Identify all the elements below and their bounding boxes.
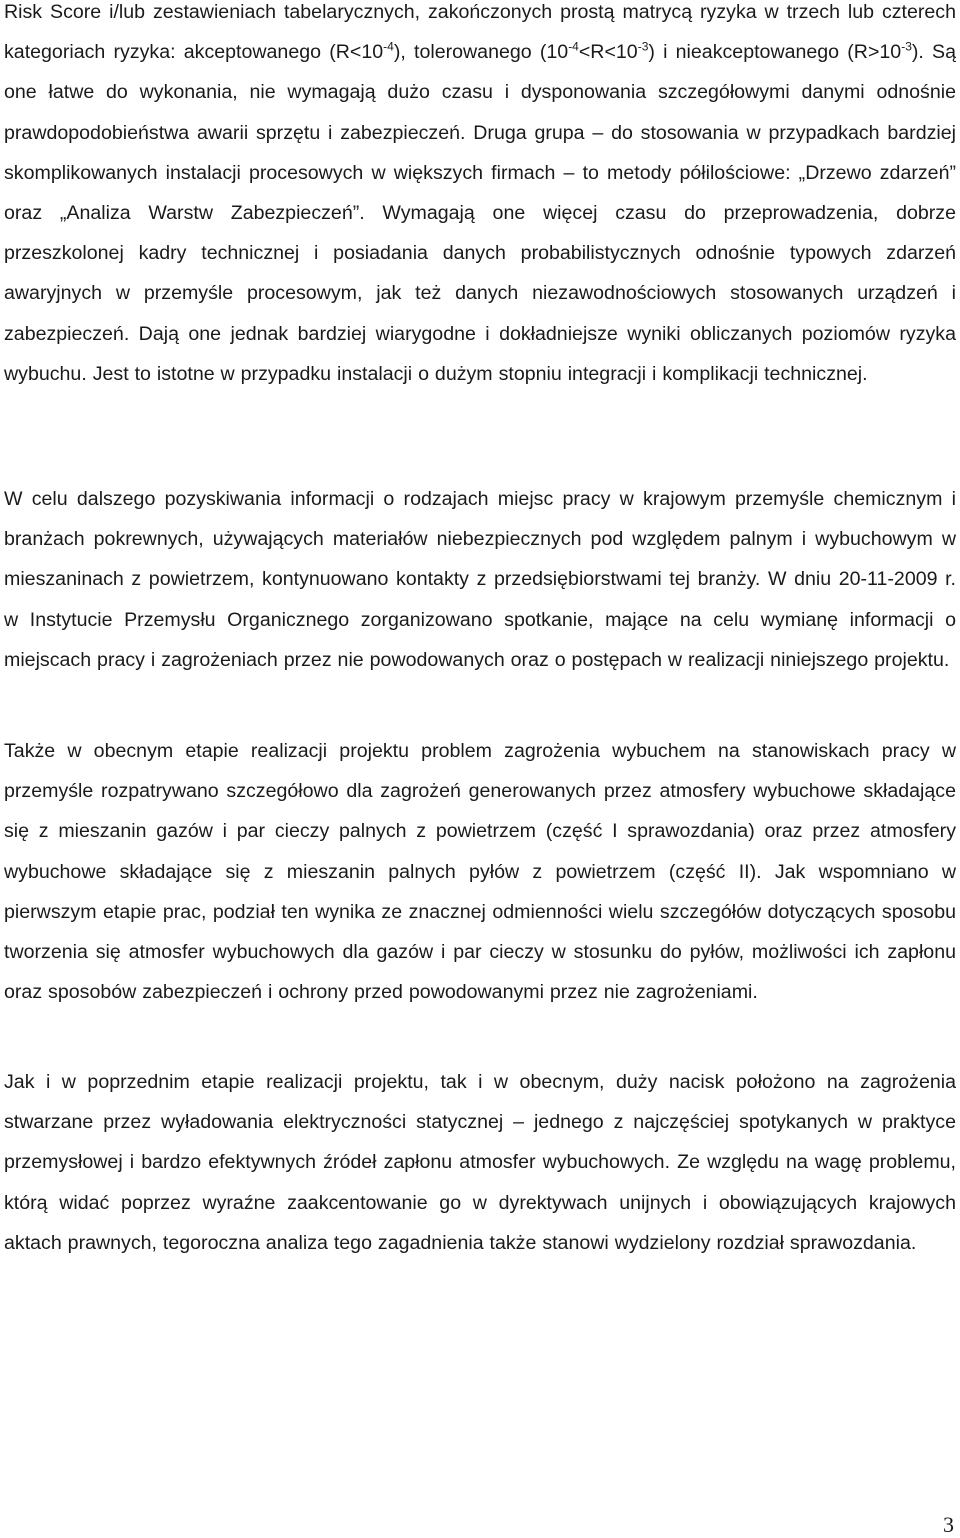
paragraph-text: ). Są one łatwe do wykonania, nie wymagają dużo czasu i dysponowania szczegółowymi danymi odnośnie prawdopodobieństwa awarii sprzętu i zabezpieczeń. Druga grupa – do stosowania w przypadkach bardziej skomplikowanych instalacji procesowych w większych firmach – to metody półilościowe: „Drzewo zdarzeń” oraz „Analiza Warstw Zabezpieczeń”. Wymagają one więcej czasu do przeprowadzenia, dobrze przeszkolonej kadry technicznej i posiadania danych probabilistycznych odnośnie typowych zdarzeń awaryjnych w przemyśle procesowym, jak też danych niezawodnościowych stosowanych urządzeń i zabezpieczeń. Dają one jednak bardziej wiarygodne i dokładniejsze wyniki obliczanych poziomów ryzyka wybuchu. Jest to istotne w przypadku instalacji o dużym stopniu integracji i komplikacji technicznej. <box>4 41 957 385</box>
exponent: -3 <box>901 39 912 54</box>
exponent: -4 <box>568 39 579 54</box>
exponent: -4 <box>383 39 394 54</box>
paragraph-text: Risk Score i/lub zestawieniach tabelarycznych, zakończonych prostą matrycą ryzyka w trzech lub czterech kategoriach ryzyka: akceptowanego (R<10 <box>4 1 956 64</box>
paragraph-risk-methods <box>4 0 956 394</box>
page-number: 3 <box>943 1512 954 1537</box>
paragraph-explosion-hazard: Także w obecnym etapie realizacji projektu problem zagrożenia wybuchem na stanowiskach pracy w przemyśle rozpatrywano szczegółowo dla zagrożeń generowanych przez atmosfery wybuchowe składające się z mieszanin gazów i par cieczy palnych z powietrzem (część I sprawozdania) oraz przez atmosfery wybuchowe składające się z mieszanin palnych pyłów z powietrzem (część II). Jak wspomniano w pierwszym etapie prac, podział ten wynika ze znacznej odmienności wielu szczegółów dotyczących sposobu tworzenia się atmosfer wybuchowych dla gazów i par cieczy w stosunku do pyłów, możliwości ich zapłonu oraz sposobów zabezpieczeń i ochrony przed powodowanymi przez nie zagrożeniami. <box>4 740 956 1004</box>
paragraph-industry-contacts: W celu dalszego pozyskiwania informacji o rodzajach miejsc pracy w krajowym przemyśle chemicznym i branżach pokrewnych, używających materiałów niebezpiecznych pod względem palnym i wybuchowym w mieszaninach z powietrzem, kontynuowano kontakty z przedsiębiorstwami tej branży. W dniu 20-11-2009 r. w Instytucie Przemysłu Organicznego zorganizowano spotkanie, mające na celu wymianę informacji o miejscach pracy i zagrożeniach przez nie powodowanych oraz o postępach w realizacji niniejszego projektu. <box>4 488 956 671</box>
paragraph-text: <R<10 <box>578 41 638 64</box>
exponent: -3 <box>637 39 649 54</box>
paragraph-text: ), tolerowanego (10 <box>393 41 569 64</box>
paragraph-electrostatic: Jak i w poprzednim etapie realizacji projektu, tak i w obecnym, duży nacisk położono na zagrożenia stwarzane przez wyładowania elektryczności statycznej – jednego z najczęściej spotykanych w praktyce przemysłowej i bardzo efektywnych źródeł zapłonu atmosfer wybuchowych. Ze względu na wagę problemu, którą widać poprzez wyraźne zaakcentowanie go w dyrektywach unijnych i obowiązujących krajowych aktach prawnych, tegoroczna analiza tego zagadnienia także stanowi wydzielony rozdział sprawozdania. <box>4 1071 956 1254</box>
paragraph-text: ) i nieakceptowanego (R>10 <box>648 41 902 64</box>
